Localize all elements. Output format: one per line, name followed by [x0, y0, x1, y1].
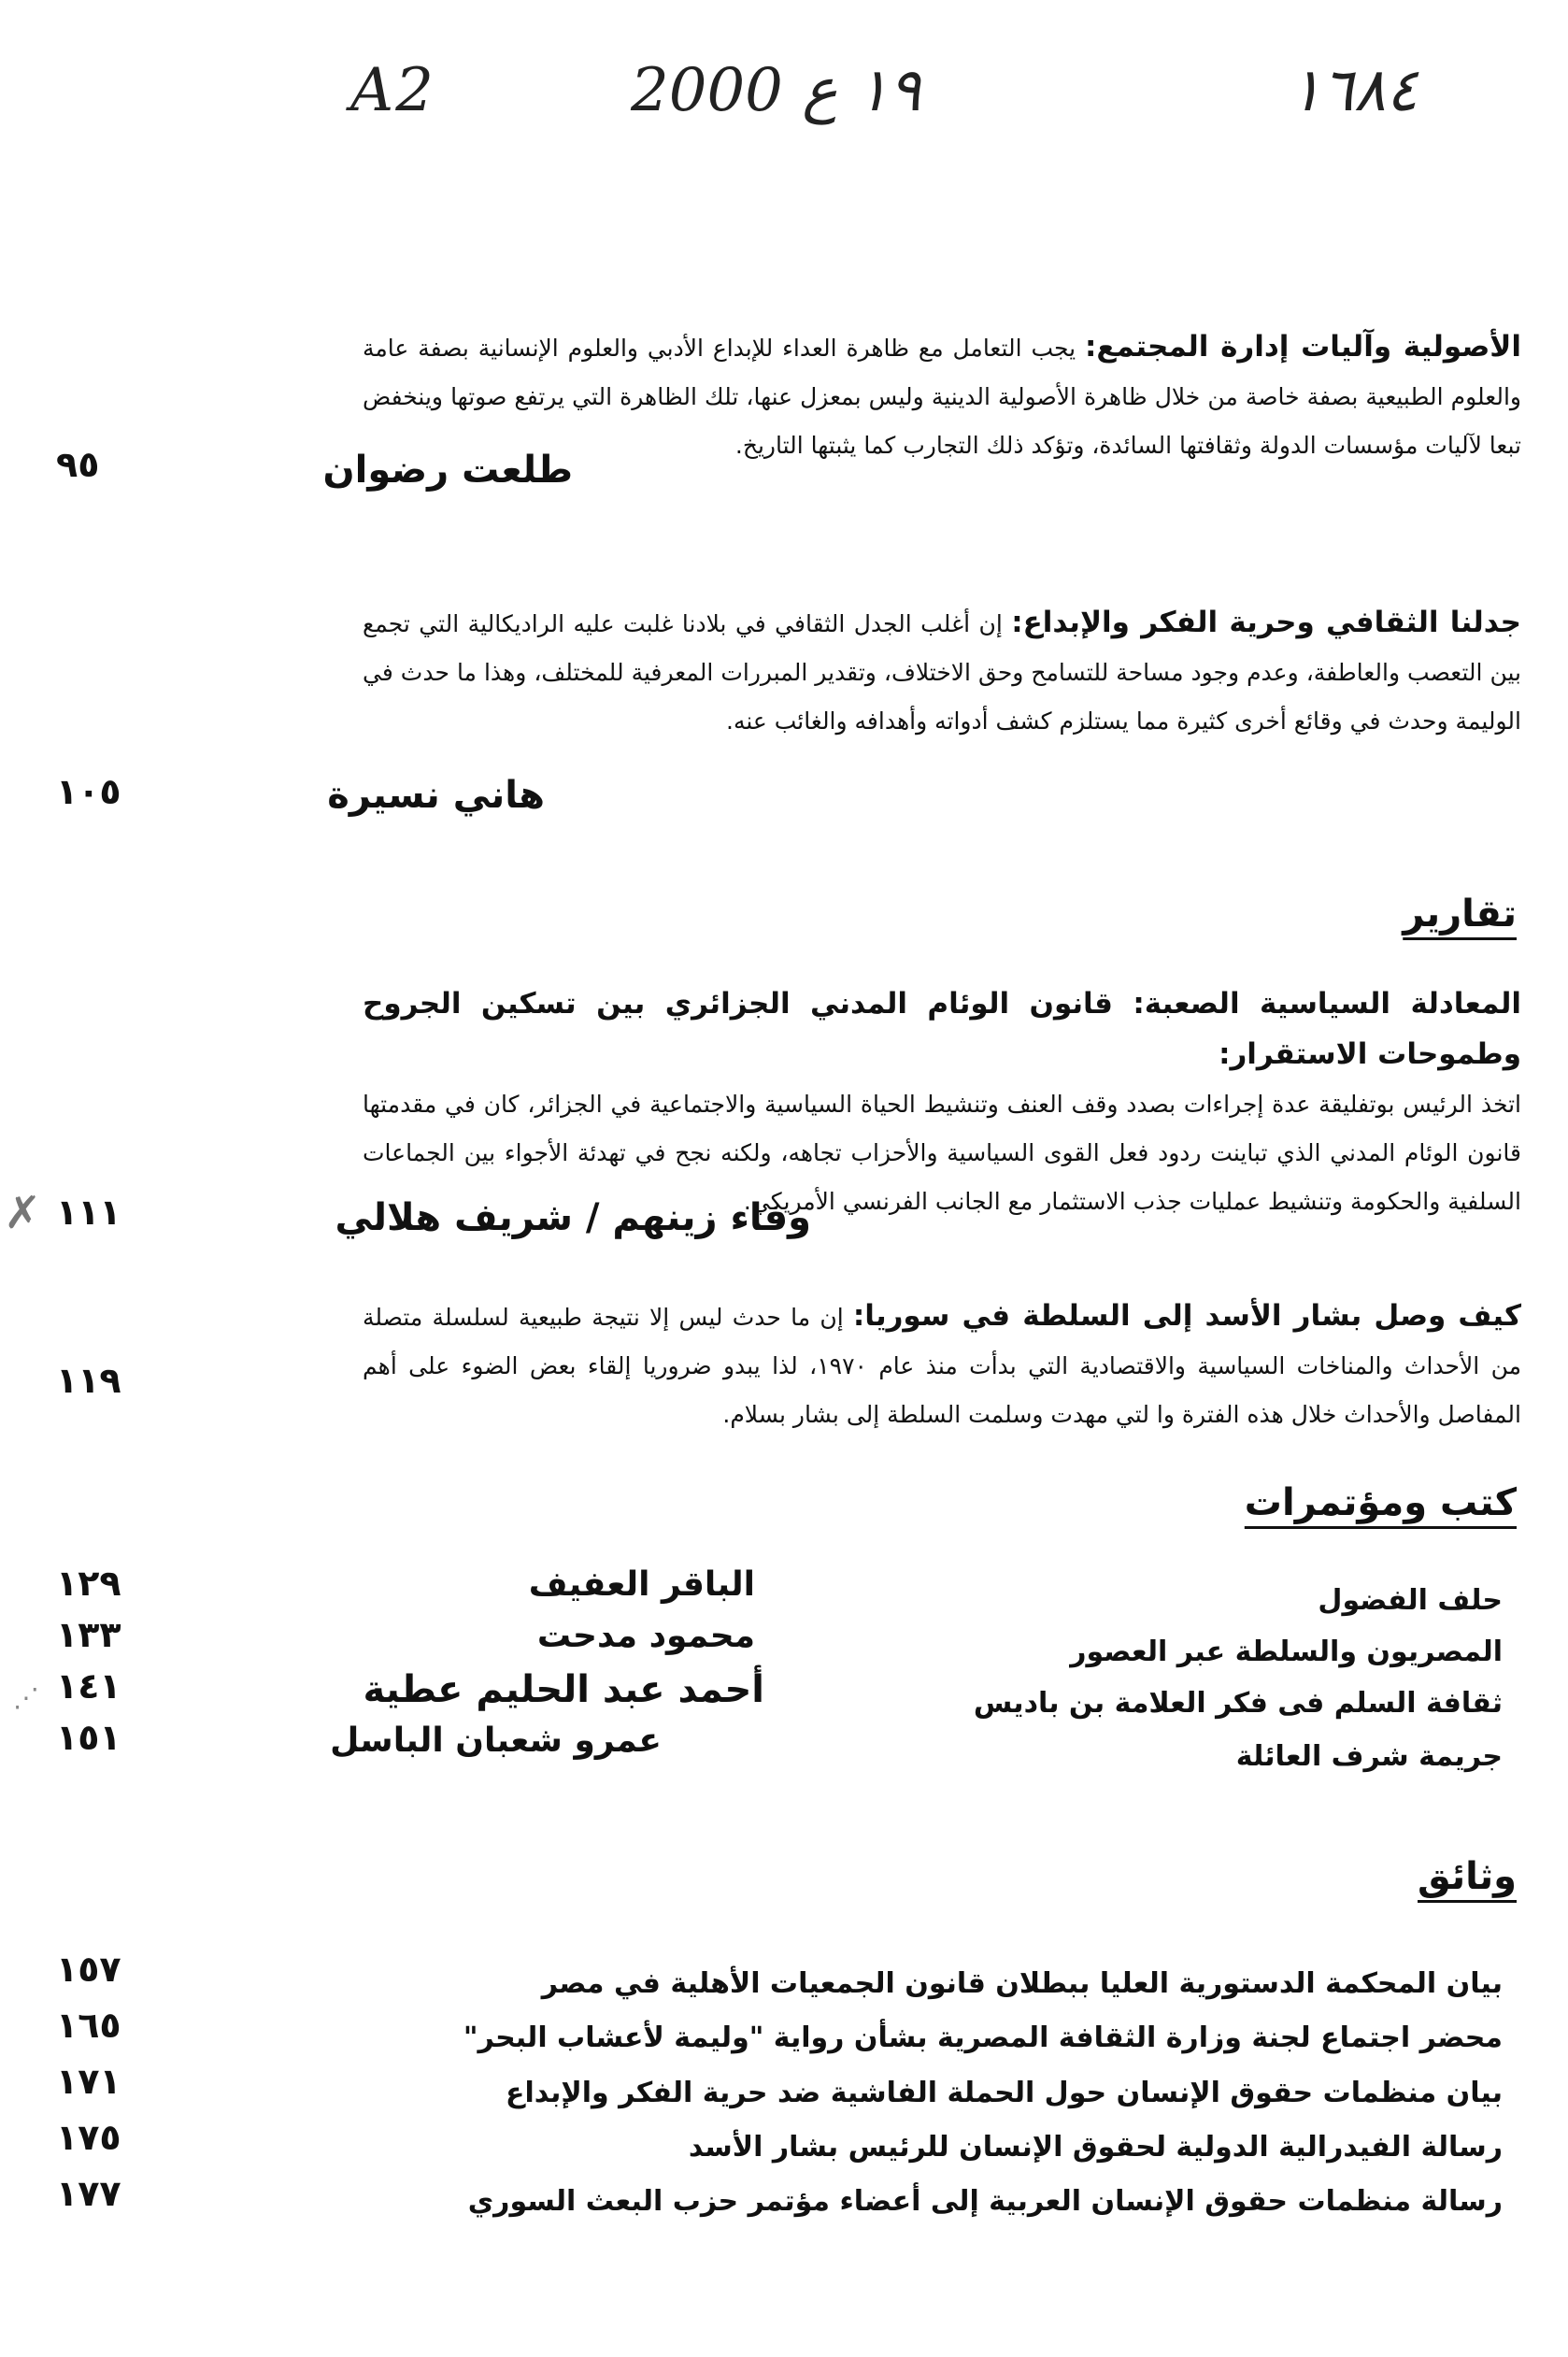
page-number: ١٣٣ — [56, 1614, 121, 1655]
page-number: ١٠٥ — [56, 771, 121, 812]
document-title: بيان المحكمة الدستورية العليا ببطلان قانون الجمعيات الأهلية في مصر — [541, 1967, 1503, 2000]
pen-mark-icon: ✗ — [4, 1187, 42, 1239]
document-title: محضر اجتماع لجنة وزارة الثقافة المصرية بشأن رواية "وليمة لأعشاب البحر" — [463, 2021, 1503, 2054]
book-author: الباقر العفيف — [528, 1565, 755, 1604]
document-title: رسالة الفيدرالية الدولية لحقوق الإنسان للرئيس بشار الأسد — [688, 2131, 1503, 2164]
report-entry — [363, 979, 1521, 1226]
article-summary: يجب التعامل مع ظاهرة العداء للإبداع الأدبي والعلوم الإنسانية بصفة عامة والعلوم الطبيعية بصفة خاصة من خلال ظاهرة الأصولية الدينية وليس بمعزل عنها، تلك الظاهرة التي يرتفع صوتها وينخفض تبعا لآليات مؤسسات الدولة وثقافتها السائدة، وتؤكد ذلك التجارب كما يثبتها التاريخ. — [363, 335, 1521, 459]
page-number: ١٢٩ — [56, 1563, 121, 1604]
book-title: جريمة شرف العائلة — [1235, 1740, 1503, 1773]
section-heading-books: كتب ومؤتمرات — [1244, 1481, 1517, 1524]
article-lead: جدلنا الثقافي وحرية الفكر والإبداع: — [1011, 606, 1521, 639]
page-number: ٩٥ — [56, 444, 100, 485]
section-heading-documents: وثائق — [1418, 1855, 1517, 1898]
page-number: ١٧٥ — [56, 2117, 121, 2158]
article-author: هاني نسيرة — [327, 774, 545, 817]
report-summary: إن ما حدث ليس إلا نتيجة طبيعية لسلسلة متصلة من الأحداث والمناخات السياسية والاقتصادية التي بدأت منذ عام ١٩٧٠، لذا يبدو ضروريا إلقاء بعض الضوء على أهم المفاصل والأحداث خلال هذه الفترة وا لتي مهدت وسلمت السلطة إلى بشار بسلام. — [363, 1304, 1521, 1428]
document-title: بيان منظمات حقوق الإنسان حول الحملة الفاشية ضد حرية الفكر والإبداع — [506, 2077, 1503, 2109]
handwritten-note-right: ١٦٨٤ — [1290, 56, 1418, 125]
book-title: ثقافة السلم فى فكر العلامة بن باديس — [973, 1687, 1503, 1720]
article-entry — [363, 598, 1521, 746]
page-number: ١٤١ — [56, 1665, 121, 1707]
book-author: محمود مدحت — [536, 1617, 755, 1655]
section-heading-reports: تقارير — [1403, 893, 1517, 936]
report-entry — [363, 1292, 1521, 1439]
page-number: ١٥٧ — [56, 1949, 121, 1990]
book-author: عمرو شعبان الباسل — [330, 1721, 662, 1760]
article-lead: الأصولية وآليات إدارة المجتمع: — [1084, 330, 1521, 364]
book-title: المصريون والسلطة عبر العصور — [1070, 1636, 1503, 1668]
report-lead: كيف وصل بشار الأسد إلى السلطة في سوريا: — [852, 1299, 1521, 1333]
pen-dots-icon: ⋰ — [13, 1682, 39, 1713]
report-lead: المعادلة السياسية الصعبة: قانون الوئام المدني الجزائري بين تسكين الجروح وطموحات الاستقرار: — [363, 987, 1521, 1071]
page-number: ١٧٧ — [56, 2173, 121, 2214]
report-summary: اتخذ الرئيس بوتفليقة عدة إجراءات بصدد وقف العنف وتنشيط الحياة السياسية والاجتماعية في الجزائر، كان في مقدمتها قانون الوئام المدني الذي تباينت ردود فعل القوى السياسية والأحزاب تجاهه، ولكنه نجح في تهدئة الأجواء بين الجماعات السلفية والحكومة وتنشيط عمليات جذب الاستثمار مع الجانب الفرنسي الأمريكي. — [363, 1091, 1521, 1215]
document-title: رسالة منظمات حقوق الإنسان العربية إلى أعضاء مؤتمر حزب البعث السوري — [467, 2185, 1503, 2218]
page-number: ١١٩ — [56, 1360, 121, 1401]
handwritten-note-middle: ١٩ ع 2000 — [631, 56, 921, 125]
article-summary: إن أغلب الجدل الثقافي في بلادنا غلبت عليه الراديكالية التي تجمع بين التعصب والعاطفة، وعدم وجود مساحة للتسامح وحق الاختلاف، وتقدير المبررات المعرفية للمختلف، وهذا ما حدث في الوليمة وحدث في وقائع أخرى كثيرة مما يستلزم كشف أدواته وأهدافه والغائب عنه. — [363, 610, 1521, 735]
report-author: وفاء زينهم / شريف هلالي — [335, 1196, 811, 1239]
book-author: أحمد عبد الحليم عطية — [363, 1668, 764, 1711]
book-title: حلف الفضول — [1318, 1584, 1503, 1617]
page-number: ١٦٥ — [56, 2005, 121, 2046]
article-author: طلعت رضوان — [322, 449, 573, 492]
page-number: ١٧١ — [56, 2061, 121, 2102]
handwritten-note-left: A2 — [350, 56, 435, 125]
page-number: ١١١ — [56, 1192, 121, 1233]
page-number: ١٥١ — [56, 1717, 121, 1758]
